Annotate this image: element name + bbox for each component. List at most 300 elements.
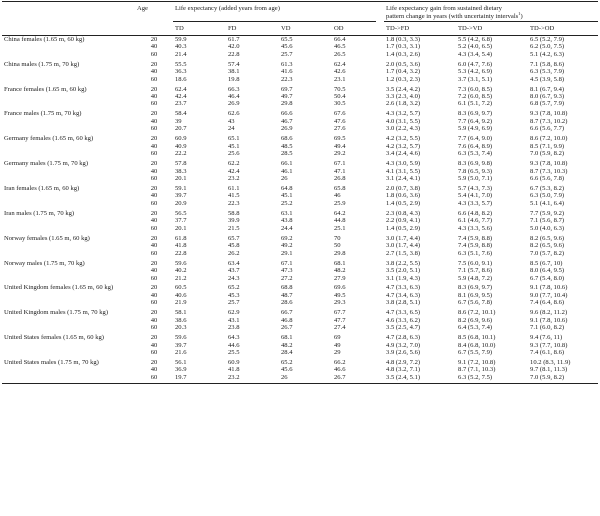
population-label: United States females (1.65 m, 60 kg) — [4, 334, 104, 342]
td-od-cell: 5.0 (4.0, 6.3) — [530, 224, 565, 232]
td-od-cell: 9.3 (7.7, 10.8) — [530, 341, 568, 349]
od-cell: 29.8 — [334, 249, 346, 257]
vd-cell: 43.8 — [281, 217, 293, 225]
td-fd-cell: 3.5 (2.5, 4.7) — [386, 324, 421, 332]
age-cell: 20 — [150, 284, 158, 292]
gap-cell — [376, 35, 384, 43]
od-cell: 26.5 — [334, 50, 346, 58]
td-vd-cell: 5.7 (4.3, 7.3) — [458, 185, 493, 193]
header-life-expectancy: Life expectancy (added years from age) — [173, 2, 376, 22]
od-cell: 23.1 — [334, 75, 346, 83]
vd-cell: 25.7 — [281, 50, 293, 58]
table-row — [2, 242, 598, 249]
td-cell: 39.7 — [175, 341, 187, 349]
table-row — [2, 292, 598, 299]
fd-cell: 38.1 — [228, 68, 240, 76]
vd-cell: 26.7 — [281, 324, 293, 332]
gap-cell — [376, 118, 384, 125]
age-cell: 20 — [150, 160, 158, 168]
gap-cell — [376, 125, 384, 132]
fd-cell: 64.3 — [228, 334, 240, 342]
vd-cell: 28.5 — [281, 150, 293, 158]
td-cell: 40.6 — [175, 291, 187, 299]
td-vd-cell: 4.3 (3.4, 5.4) — [458, 50, 493, 58]
td-vd-cell: 5.9 (4.9, 6.9) — [458, 125, 493, 133]
td-cell: 21.2 — [175, 274, 187, 282]
vd-cell: 26.9 — [281, 125, 293, 133]
age-cell: 20 — [150, 259, 158, 267]
td-cell: 20.1 — [175, 224, 187, 232]
gap-cell — [376, 217, 384, 224]
td-fd-cell: 2.0 (0.7, 3.8) — [386, 185, 421, 193]
td-cell: 40.2 — [175, 267, 187, 275]
td-od-cell: 7.4 (6.4, 8.6) — [530, 299, 565, 307]
td-vd-cell: 8.7 (7.1, 10.3) — [458, 366, 496, 374]
od-cell: 50.4 — [334, 93, 346, 101]
td-cell: 59.1 — [175, 185, 187, 193]
table-row — [2, 299, 598, 306]
gap-cell — [376, 68, 384, 75]
td-vd-cell: 9.1 (7.2, 10.8) — [458, 359, 496, 367]
fd-cell: 23.2 — [226, 374, 279, 384]
vd-cell: 67.1 — [281, 259, 293, 267]
vd-cell: 22.3 — [281, 75, 293, 83]
od-cell: 67.6 — [334, 110, 346, 118]
td-od-cell: 8.5 (6.7, 10) — [530, 259, 563, 267]
table-row — [2, 257, 598, 267]
age-cell: 40 — [150, 68, 158, 76]
gap-cell — [376, 317, 384, 324]
table-row — [2, 168, 598, 175]
age-cell: 40 — [150, 291, 158, 299]
table-row — [2, 100, 598, 107]
population-label: France males (1.75 m, 70 kg) — [4, 110, 82, 118]
population-label — [2, 143, 135, 150]
od-cell: 47.1 — [334, 167, 346, 175]
od-cell: 27.6 — [334, 125, 346, 133]
vd-cell: 45.1 — [281, 192, 293, 200]
population-label — [2, 275, 135, 282]
fd-cell: 63.4 — [228, 259, 240, 267]
td-fd-cell: 3.1 (1.9, 4.3) — [386, 274, 421, 282]
fd-cell: 26.9 — [228, 100, 240, 108]
td-cell: 58.4 — [175, 110, 187, 118]
td-vd-cell: 7.6 (6.4, 8.9) — [458, 142, 493, 150]
population-label: United Kingdom females (1.65 m, 60 kg) — [4, 284, 114, 292]
age-cell: 40 — [150, 267, 158, 275]
td-fd-cell: 3.0 (1.7, 4.4) — [386, 234, 421, 242]
od-cell: 25.1 — [334, 224, 346, 232]
age-cell: 60 — [150, 199, 158, 207]
td-fd-cell: 1.4 (0.5, 2.9) — [386, 224, 421, 232]
td-vd-cell: 6.3 (5.2, 7.5) — [456, 374, 528, 384]
age-cell: 20 — [150, 309, 158, 317]
age-cell: 40 — [150, 366, 158, 374]
td-cell: 21.9 — [175, 299, 187, 307]
vd-cell: 26 — [281, 175, 288, 183]
fd-cell: 25.5 — [228, 349, 240, 357]
gap-cell — [376, 51, 384, 58]
td-vd-cell: 6.7 (5.5, 7.9) — [458, 349, 493, 357]
od-cell: 67.7 — [334, 309, 346, 317]
gap-cell — [376, 225, 384, 232]
vd-cell: 49.2 — [281, 242, 293, 250]
population-label: Iran males (1.75 m, 70 kg) — [4, 209, 75, 217]
td-fd-cell: 4.0 (3.1, 5.5) — [386, 117, 421, 125]
vd-cell: 69.2 — [281, 234, 293, 242]
td-od-cell: 9.3 (7.8, 10.8) — [530, 110, 568, 118]
population-label: United States males (1.75 m, 70 kg) — [4, 359, 99, 367]
td-vd-cell: 7.7 (6.4, 9.2) — [458, 117, 493, 125]
vd-cell: 45.6 — [281, 43, 293, 51]
table-row — [2, 43, 598, 50]
population-label: France females (1.65 m, 60 kg) — [4, 85, 87, 93]
vd-cell: 65.2 — [281, 359, 293, 367]
vd-cell: 28.4 — [281, 349, 293, 357]
vd-cell: 48.2 — [281, 341, 293, 349]
td-fd-cell: 3.5 (2.0, 5.1) — [386, 267, 421, 275]
td-vd-cell: 7.2 (6.0, 8.5) — [458, 93, 493, 101]
td-cell: 61.8 — [175, 234, 187, 242]
age-cell: 60 — [150, 249, 158, 257]
age-cell: 20 — [150, 35, 158, 43]
age-cell: 60 — [150, 125, 158, 133]
gap-cell — [376, 207, 384, 217]
td-cell: 59.6 — [175, 259, 187, 267]
age-cell: 40 — [150, 167, 158, 175]
od-cell: 25.9 — [334, 199, 346, 207]
gap-cell — [376, 282, 384, 292]
population-label — [2, 267, 135, 274]
fd-cell: 57.4 — [228, 60, 240, 68]
age-cell: 60 — [150, 150, 158, 158]
table-row — [2, 68, 598, 75]
table-row — [2, 250, 598, 257]
age-cell: 40 — [150, 142, 158, 150]
table-row — [2, 143, 598, 150]
td-cell: 23.7 — [175, 100, 187, 108]
age-cell: 60 — [150, 75, 158, 83]
td-vd-cell: 6.3 (5.1, 7.6) — [458, 249, 493, 257]
population-label — [2, 43, 135, 50]
td-od-cell: 5.1 (4.2, 6.3) — [530, 50, 565, 58]
od-cell: 49.4 — [334, 142, 346, 150]
age-cell: 40 — [150, 341, 158, 349]
table-row — [2, 93, 598, 100]
table-row — [2, 342, 598, 349]
fd-cell: 58.8 — [228, 209, 240, 217]
vd-cell: 63.1 — [281, 209, 293, 217]
table-row — [2, 200, 598, 207]
od-cell: 64.2 — [334, 209, 346, 217]
header-country-cell — [2, 2, 135, 22]
table-row — [2, 183, 598, 193]
header-gain-footnote: 1 — [518, 11, 521, 17]
gap-cell — [376, 158, 384, 168]
od-cell: 27.4 — [334, 324, 346, 332]
td-cell: 21.4 — [175, 50, 187, 58]
td-vd-cell: 5.4 (4.1, 7.0) — [458, 192, 493, 200]
table-row — [2, 76, 598, 83]
vd-cell: 46.7 — [281, 117, 293, 125]
td-od-cell: 7.0 (5.9, 8.2) — [528, 374, 598, 384]
gap-cell — [376, 307, 384, 317]
td-fd-cell: 4.7 (3.3, 6.3) — [386, 284, 421, 292]
od-cell: 30.5 — [334, 100, 346, 108]
vd-cell: 48.5 — [281, 142, 293, 150]
td-fd-cell: 4.8 (3.2, 7.1) — [386, 366, 421, 374]
age-cell: 60 — [150, 224, 158, 232]
td-cell: 60.9 — [175, 135, 187, 143]
table-row — [2, 357, 598, 367]
td-vd-cell: 6.1 (5.1, 7.2) — [458, 100, 493, 108]
gap-cell — [376, 108, 384, 118]
fd-cell: 43.7 — [228, 267, 240, 275]
td-fd-cell: 4.8 (2.9, 7.2) — [386, 359, 421, 367]
table-row — [2, 232, 598, 242]
gap-cell — [376, 143, 384, 150]
population-label — [2, 175, 135, 182]
table-row — [2, 275, 598, 282]
td-cell: 38.3 — [175, 167, 187, 175]
population-label — [2, 342, 135, 349]
population-label: Iran females (1.65 m, 60 kg) — [4, 185, 80, 193]
td-cell: 20.7 — [175, 125, 187, 133]
td-cell: 58.1 — [175, 309, 187, 317]
td-fd-cell: 4.7 (2.8, 6.3) — [386, 334, 421, 342]
td-od-cell: 9.3 (7.8, 10.8) — [530, 160, 568, 168]
gap-cell — [376, 257, 384, 267]
population-label — [2, 324, 135, 331]
od-cell: 69 — [334, 334, 341, 342]
td-fd-cell: 2.2 (0.9, 4.1) — [386, 217, 421, 225]
age-cell: 40 — [150, 316, 158, 324]
td-vd-cell: 5.2 (4.0, 6.5) — [458, 43, 493, 51]
age-cell: 20 — [150, 234, 158, 242]
population-label — [2, 76, 135, 83]
population-label — [2, 374, 135, 384]
od-cell: 48.2 — [334, 267, 346, 275]
vd-cell: 66.7 — [281, 309, 293, 317]
td-vd-cell: 3.7 (3.1, 5.1) — [458, 75, 493, 83]
table-row — [2, 217, 598, 224]
td-vd-cell: 5.5 (4.2, 6.8) — [458, 35, 493, 43]
od-cell: 66.4 — [334, 35, 346, 43]
td-fd-cell: 3.1 (2.4, 4.1) — [386, 175, 421, 183]
td-vd-cell: 8.3 (6.9, 9.7) — [458, 110, 493, 118]
td-cell: 36.9 — [175, 366, 187, 374]
td-od-cell: 8.7 (7.3, 10.2) — [530, 117, 568, 125]
fd-cell: 23.8 — [228, 324, 240, 332]
td-od-cell: 9.6 (8.2, 11.2) — [530, 309, 568, 317]
header-col-vd: VD — [279, 22, 332, 35]
td-fd-cell: 3.5 (2.4, 5.1) — [384, 374, 456, 384]
gap-cell — [376, 43, 384, 50]
td-fd-cell: 4.6 (3.3, 6.2) — [386, 316, 421, 324]
table-row — [2, 349, 598, 356]
gap-cell — [376, 232, 384, 242]
population-label — [2, 366, 135, 373]
td-cell: 40.3 — [175, 43, 187, 51]
od-cell: 46 — [334, 192, 341, 200]
fd-cell: 22.8 — [228, 50, 240, 58]
td-fd-cell: 3.0 (1.7, 4.4) — [386, 242, 421, 250]
td-cell: 41.8 — [175, 242, 187, 250]
td-vd-cell: 5.3 (4.2, 6.9) — [458, 68, 493, 76]
td-cell: 36.3 — [175, 68, 187, 76]
header-gap — [376, 2, 384, 22]
population-label — [2, 217, 135, 224]
gap-cell — [376, 100, 384, 107]
td-fd-cell: 4.2 (3.2, 5.7) — [386, 142, 421, 150]
age-cell: 20 — [150, 60, 158, 68]
td-od-cell: 9.4 (7.6, 11) — [530, 334, 563, 342]
header-gain-close: ) — [520, 13, 523, 21]
age-cell: 20 — [150, 359, 158, 367]
fd-cell: 62.9 — [228, 309, 240, 317]
td-od-cell: 6.6 (5.6, 7.7) — [530, 125, 565, 133]
td-cell: 20.1 — [175, 175, 187, 183]
header-col-td-vd: TD->VD — [456, 22, 528, 35]
gap-cell — [376, 366, 384, 373]
td-vd-cell: 5.9 (4.8, 7.2) — [458, 274, 493, 282]
fd-cell: 61.7 — [228, 35, 240, 43]
age-cell: 20 — [150, 209, 158, 217]
td-vd-cell: 8.4 (6.8, 10.0) — [458, 341, 496, 349]
td-fd-cell: 4.3 (3.2, 5.7) — [386, 110, 421, 118]
fd-cell: 41.5 — [228, 192, 240, 200]
vd-cell: 66.6 — [281, 110, 293, 118]
td-fd-cell: 1.2 (0.3, 2.3) — [386, 75, 421, 83]
td-od-cell: 9.1 (7.8, 10.6) — [530, 316, 568, 324]
population-label — [2, 299, 135, 306]
vd-cell: 66.1 — [281, 160, 293, 168]
age-cell: 20 — [150, 135, 158, 143]
td-cell: 20.3 — [175, 324, 187, 332]
vd-cell: 68.1 — [281, 334, 293, 342]
td-od-cell: 8.2 (6.5, 9.6) — [530, 242, 565, 250]
td-vd-cell: 7.4 (5.9, 8.8) — [458, 242, 493, 250]
td-fd-cell: 3.0 (2.2, 4.3) — [386, 125, 421, 133]
td-fd-cell: 1.7 (0.4, 3.2) — [386, 68, 421, 76]
od-cell: 29 — [334, 349, 341, 357]
gap-cell — [376, 267, 384, 274]
vd-cell: 61.3 — [281, 60, 293, 68]
od-cell: 47.6 — [334, 117, 346, 125]
td-od-cell: 7.0 (5.7, 8.2) — [530, 249, 565, 257]
header-gain — [384, 2, 598, 22]
td-od-cell: 8.1 (6.7, 9.4) — [530, 85, 565, 93]
age-cell: 60 — [150, 274, 158, 282]
age-cell: 40 — [150, 192, 158, 200]
header-col-td: TD — [173, 22, 226, 35]
table-row — [2, 125, 598, 132]
gap-cell — [376, 175, 384, 182]
population-label — [2, 292, 135, 299]
gap-cell — [376, 299, 384, 306]
fd-cell: 60.9 — [228, 359, 240, 367]
table-row — [2, 51, 598, 58]
td-vd-cell: 4.3 (3.3, 5.7) — [458, 199, 493, 207]
table-row — [2, 207, 598, 217]
td-cell: 59.9 — [175, 35, 187, 43]
vd-cell: 49.7 — [281, 93, 293, 101]
td-od-cell: 8.0 (6.4, 9.5) — [530, 267, 565, 275]
age-cell: 40 — [150, 117, 158, 125]
gap-cell — [376, 374, 384, 384]
td-cell: 19.7 — [173, 374, 226, 384]
population-label: Germany females (1.65 m, 60 kg) — [4, 135, 94, 143]
table-row — [2, 118, 598, 125]
table-row — [2, 307, 598, 317]
header-row-groups — [2, 2, 598, 22]
td-vd-cell: 8.1 (6.9, 9.5) — [458, 291, 493, 299]
od-cell: 70 — [334, 234, 341, 242]
age-cell: 40 — [150, 242, 158, 250]
od-cell: 46.5 — [334, 43, 346, 51]
age-cell: 20 — [150, 185, 158, 193]
vd-cell: 29.1 — [281, 249, 293, 257]
table-row — [2, 175, 598, 182]
td-vd-cell: 7.7 (6.4, 9.0) — [458, 135, 493, 143]
gap-cell — [376, 250, 384, 257]
td-fd-cell: 3.4 (2.4, 4.6) — [386, 150, 421, 158]
gap-cell — [376, 150, 384, 157]
td-od-cell: 9.0 (7.7, 10.4) — [530, 291, 568, 299]
td-fd-cell: 3.5 (2.4, 4.2) — [386, 85, 421, 93]
td-fd-cell: 1.8 (0.3, 3.3) — [386, 35, 421, 43]
vd-cell: 47.3 — [281, 267, 293, 275]
od-cell: 46.6 — [334, 366, 346, 374]
fd-cell: 42.0 — [228, 43, 240, 51]
od-cell: 26.8 — [334, 175, 346, 183]
td-cell: 42.4 — [175, 93, 187, 101]
gap-cell — [376, 342, 384, 349]
od-cell: 44.8 — [334, 217, 346, 225]
fd-cell: 62.2 — [228, 160, 240, 168]
td-fd-cell: 4.3 (3.0, 5.9) — [386, 160, 421, 168]
td-od-cell: 6.8 (5.7, 7.9) — [530, 100, 565, 108]
td-vd-cell: 6.7 (5.6, 7.8) — [458, 299, 493, 307]
table-row — [2, 317, 598, 324]
td-od-cell: 6.2 (5.0, 7.5) — [530, 43, 565, 51]
fd-cell: 45.3 — [228, 291, 240, 299]
table-row — [2, 158, 598, 168]
header-gap-2 — [376, 22, 384, 35]
table-row — [2, 83, 598, 93]
table-row — [2, 282, 598, 292]
td-vd-cell: 8.5 (6.8, 10.1) — [458, 334, 496, 342]
td-vd-cell: 7.1 (5.7, 8.6) — [458, 267, 493, 275]
td-od-cell: 6.3 (5.0, 7.9) — [530, 192, 565, 200]
od-cell: 66.2 — [334, 359, 346, 367]
header-col-td-od: TD->OD — [528, 22, 598, 35]
gap-cell — [376, 349, 384, 356]
td-od-cell: 4.5 (3.9, 5.8) — [530, 75, 565, 83]
fd-cell: 44.6 — [228, 341, 240, 349]
fd-cell: 65.2 — [228, 284, 240, 292]
td-fd-cell: 2.6 (1.8, 3.2) — [386, 100, 421, 108]
population-label — [2, 250, 135, 257]
table-row — [2, 225, 598, 232]
td-vd-cell: 6.1 (4.6, 7.7) — [458, 217, 493, 225]
population-label — [2, 349, 135, 356]
fd-cell: 61.1 — [228, 185, 240, 193]
table-row — [2, 324, 598, 331]
td-od-cell: 6.3 (5.3, 7.9) — [530, 68, 565, 76]
od-cell: 47.7 — [334, 316, 346, 324]
fd-cell: 19.8 — [228, 75, 240, 83]
